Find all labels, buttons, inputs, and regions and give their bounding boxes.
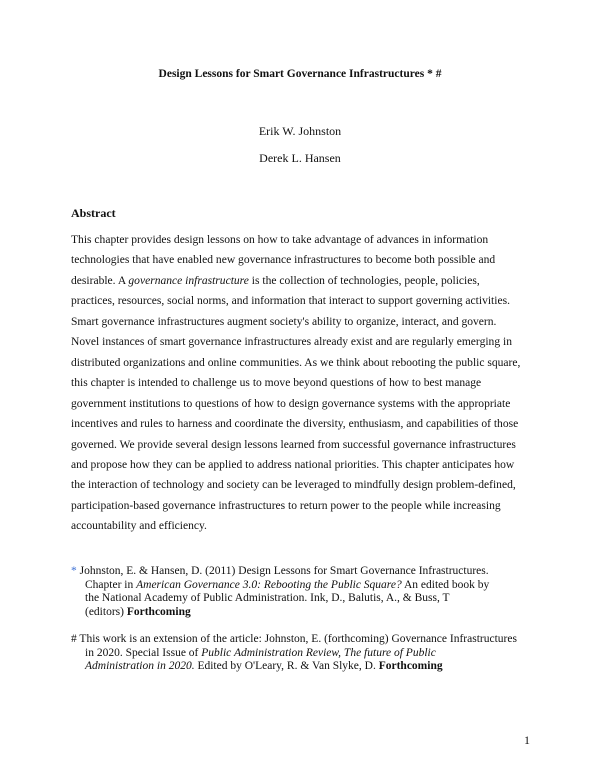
abstract-body: [71, 230, 545, 537]
abstract-line: and propose how they can be applied to address national priorities. This chapter anticipates how: [71, 458, 515, 471]
abstract-text: desirable. A: [71, 274, 129, 287]
page-number: 1: [524, 733, 530, 747]
footnote-text: Chapter in: [85, 578, 137, 591]
footnote-text: in 2020. Special Issue of: [85, 646, 202, 659]
abstract-line: This chapter provides design lessons on how to take advantage of advances in information: [71, 234, 489, 246]
abstract-line: government institutions to questions of how to design governance systems with the appropriate: [71, 397, 511, 410]
abstract-line: incentives and rules to harness and coordinate the diversity, enthusiasm, and capabilities of those: [71, 418, 519, 431]
abstract-line: distributed organizations and online communities. As we think about rebooting the public square,: [71, 356, 521, 369]
abstract-line: [71, 271, 545, 291]
abstract-heading: Abstract: [71, 206, 116, 220]
footnote-line: [71, 606, 489, 620]
footnote-text: Edited by O'Leary, R. & Van Slyke, D.: [194, 660, 379, 672]
footnote-line: [71, 660, 517, 674]
footnote-marker: *: [71, 565, 77, 577]
abstract-term: governance infrastructure: [128, 274, 249, 287]
footnote-line: [71, 579, 489, 593]
footnote-text: Johnston, E. & Hansen, D. (2011) Design Lessons for Smart Governance Infrastructures.: [76, 565, 489, 577]
abstract-line: governed. We provide several design lessons learned from successful governance infrastructures: [71, 438, 516, 451]
author-2: Derek L. Hansen: [259, 151, 341, 165]
forthcoming-label: Forthcoming: [126, 605, 191, 618]
abstract-text: is the collection of technologies, people, policies,: [248, 274, 480, 287]
forthcoming-label: Forthcoming: [378, 660, 443, 672]
paper-title: Design Lessons for Smart Governance Infrastructures * #: [158, 68, 442, 80]
footnote-text: # This work is an extension of the article: Johnston, E. (forthcoming) Governance Infrastructures: [71, 633, 517, 645]
footnote-text: (editors): [85, 605, 127, 618]
book-title: American Governance 3.0: Rebooting the Public Square?: [136, 578, 402, 591]
abstract-line: technologies that have enabled new governance infrastructures to become both possible and: [71, 254, 496, 267]
footnote-text: An edited book by: [401, 578, 490, 591]
footnote-line: the National Academy of Public Administration. Ink, D., Balutis, A., & Buss, T: [85, 592, 450, 604]
journal-title: Public Administration Review, The future of Public: [201, 646, 436, 659]
abstract-line: the interaction of technology and society can be leveraged to mindfully design problem-defined,: [71, 479, 516, 492]
footnote-hash: [71, 633, 517, 674]
abstract-line: Smart governance infrastructures augment society's ability to organize, interact, and govern.: [71, 315, 497, 328]
author-1: Erik W. Johnston: [258, 124, 342, 138]
abstract-line: accountability and efficiency.: [71, 520, 207, 533]
footnote-star: [71, 565, 489, 619]
abstract-line: practices, resources, social norms, and information that interact to support governing activities.: [71, 295, 510, 308]
footnote-line: [71, 647, 517, 661]
abstract-line: Novel instances of smart governance infrastructures already exist and are regularly emerging in: [71, 336, 512, 349]
journal-title: Administration in 2020.: [85, 660, 195, 672]
abstract-line: this chapter is intended to challenge us to move beyond questions of how to best manage: [71, 377, 482, 390]
abstract-line: participation-based governance infrastructures to return power to the people while increasing: [71, 499, 501, 512]
